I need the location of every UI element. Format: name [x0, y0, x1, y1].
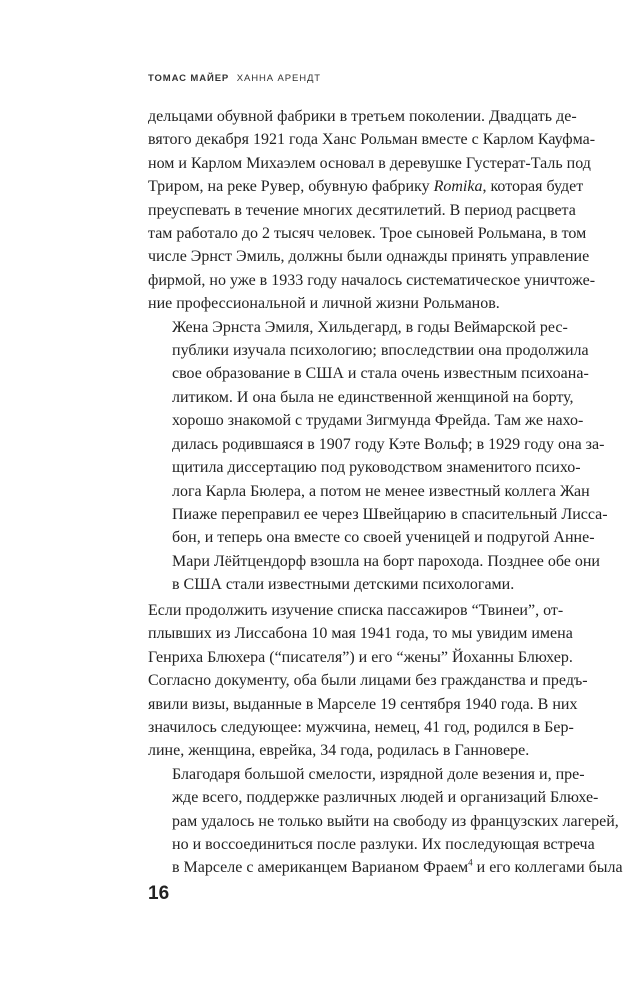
text-line: там работало до 2 тысяч человек. Трое сыновей Рольмана, в том	[148, 225, 587, 243]
text-line-with-italic	[148, 175, 584, 198]
text-line: явили визы, выданные в Марселе 19 сентября 1940 года. В них	[148, 695, 578, 713]
text-line: значилось следующее: мужчина, немец, 41 год, родился в Бер-	[148, 719, 574, 737]
header-book-title: ХАННА АРЕНДТ	[236, 73, 321, 84]
running-header	[148, 73, 321, 84]
text-line: литиком. И она была не единственной женщиной на борту,	[172, 388, 574, 406]
text-line: ном и Карлом Михаэлем основал в деревушке Густерат-Таль под	[148, 154, 591, 172]
text-block-upper	[148, 105, 608, 597]
footnote-reference[interactable]: 4	[468, 858, 473, 869]
text-line: Благодаря большой смелости, изрядной доле везения и, пре-	[172, 765, 585, 783]
text-block-lower	[148, 599, 623, 880]
text-line: Генриха Блюхера (“писателя”) и его “жены” Йоханны Блюхер.	[148, 648, 573, 666]
text-line: публики изучала психологию; впоследствии она продолжила	[172, 342, 589, 360]
text-line: но и воссоединиться после разлуки. Их последующая встреча	[172, 836, 595, 854]
text-line: бон, и теперь она вместе со своей ученицей и подругой Анне-	[172, 529, 595, 547]
text-segment: Триром, на реке Рувер, обувную фабрику	[148, 178, 434, 196]
paragraph-4	[148, 763, 623, 880]
text-segment: в Марселе с американцем Варианом Фраем	[172, 859, 469, 877]
text-line: Пиаже переправил ее через Швейцарию в спасительный Лисса-	[172, 505, 608, 523]
header-author: ТОМАС МАЙЕР	[148, 73, 230, 84]
text-line: Согласно документу, оба были лицами без гражданства и предъ-	[148, 672, 588, 690]
paragraph-1	[148, 105, 596, 316]
text-line: числе Эрнст Эмиль, должны были однажды принять управление	[148, 248, 590, 266]
text-line: преуспевать в течение многих десятилетий. В период расцвета	[148, 201, 576, 219]
text-line: Жена Эрнста Эмиля, Хильдегард, в годы Веймарской рес-	[172, 318, 568, 336]
text-line: Если продолжить изучение списка пассажиров “Твинеи”, от-	[148, 602, 564, 619]
paragraph-3	[148, 599, 588, 763]
text-line: Мари Лёйтцендорф взошла на борт парохода. Позднее обе они	[172, 552, 600, 570]
text-line: дельцами обувной фабрики в третьем поколении. Двадцать де-	[148, 108, 577, 125]
text-segment: , которая будет	[482, 178, 584, 196]
text-segment: и его коллегами была	[472, 859, 623, 877]
text-line: фирмой, но уже в 1933 году началось систематическое уничтоже-	[148, 271, 596, 289]
page-number: 16	[148, 883, 170, 904]
text-line: вятого декабря 1921 года Ханс Рольман вместе с Карлом Кауфма-	[148, 131, 596, 149]
text-line: в США стали известными детскими психологами.	[172, 576, 515, 594]
text-line: плывших из Лиссабона 10 мая 1941 года, то мы увидим имена	[148, 625, 573, 643]
text-line: свое образование в США и стала очень известным психоана-	[172, 365, 589, 383]
text-line: ние профессиональной и личной жизни Рольманов.	[148, 295, 500, 313]
text-line: рам удалось не только выйти на свободу из французских лагерей,	[172, 812, 619, 830]
paragraph-2	[148, 316, 608, 597]
text-line: лога Карла Бюлера, а потом не менее известный коллега Жан	[172, 482, 590, 500]
text-line: дилась родившаяся в 1907 году Кэте Вольф; в 1929 году она за-	[172, 435, 605, 453]
text-line: хорошо знакомой с трудами Зигмунда Фрейда. Там же нахо-	[172, 412, 584, 430]
text-line: жде всего, поддержке различных людей и организаций Блюхе-	[172, 789, 599, 807]
text-line-with-footnote	[148, 856, 623, 879]
text-line: лине, женщина, еврейка, 34 года, родилась в Ганновере.	[148, 742, 530, 760]
text-line: щитила диссертацию под руководством знаменитого психо-	[172, 459, 581, 477]
italic-brand-name: Romika	[433, 178, 483, 196]
